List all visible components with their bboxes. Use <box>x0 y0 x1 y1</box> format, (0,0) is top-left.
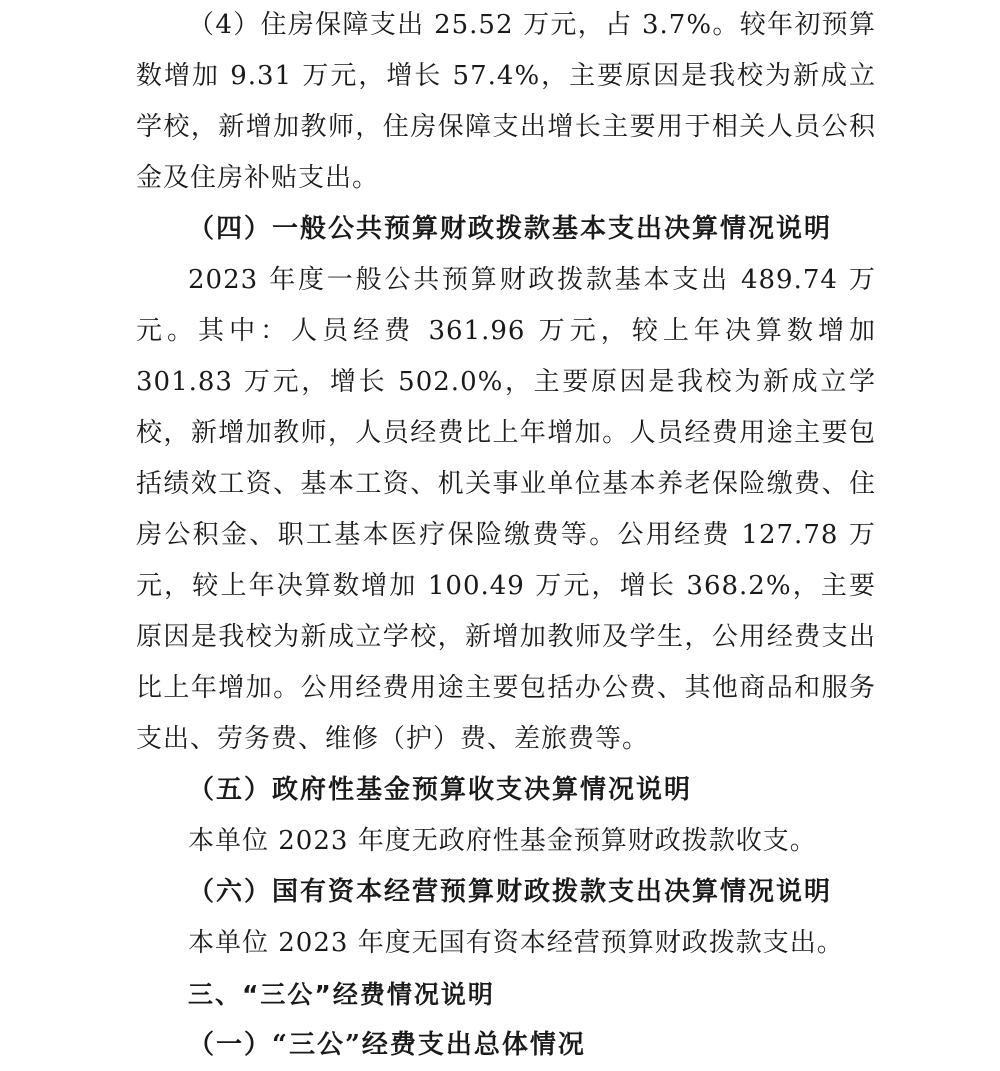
section-heading-basic-expenditure: （四）一般公共预算财政拨款基本支出决算情况说明 <box>188 214 833 244</box>
section-heading-three-public-overall: （一）“三公”经费支出总体情况 <box>188 1030 586 1060</box>
document-page <box>136 0 876 1071</box>
paragraph-state-capital: 本单位 2023 年度无国有资本经营预算财政拨款支出。 <box>188 928 844 958</box>
section-heading-government-fund: （五）政府性基金预算收支决算情况说明 <box>188 775 693 805</box>
chapter-heading-three-public: 三、“三公”经费情况说明 <box>188 980 495 1009</box>
paragraph-government-fund: 本单位 2023 年度无政府性基金预算财政拨款收支。 <box>188 826 817 856</box>
section-heading-state-capital: （六）国有资本经营预算财政拨款支出决算情况说明 <box>188 877 833 907</box>
paragraph-basic-expenditure: 2023 年度一般公共预算财政拨款基本支出 489.74 万元。其中：人员经费 361.96 万元，较上年决算数增加 301.83 万元，增长 502.0%，主要原因是我校为新成立学校，新增加教师，人员经费比上年增加。人员经费用途主要包括绩效工资、基本工资、机关事业单位基本养老保险缴费、住房公积金、职工基本医疗保险缴费等。公用经费 127.78 万元，较上年决算数增加 100.49 万元，增长 368.2%，主要原因是我校为新成立学校，新增加教师及学生，公用经费支出比上年增加。公用经费用途主要包括办公费、其他商品和服务支出、劳务费、维修（护）费、差旅费等。 <box>136 265 876 754</box>
paragraph-housing-expense: （4）住房保障支出 25.52 万元，占 3.7%。较年初预算数增加 9.31 万元，增长 57.4%，主要原因是我校为新成立学校，新增加教师，住房保障支出增长主要用于相关人员公积金及住房补贴支出。 <box>136 10 876 193</box>
